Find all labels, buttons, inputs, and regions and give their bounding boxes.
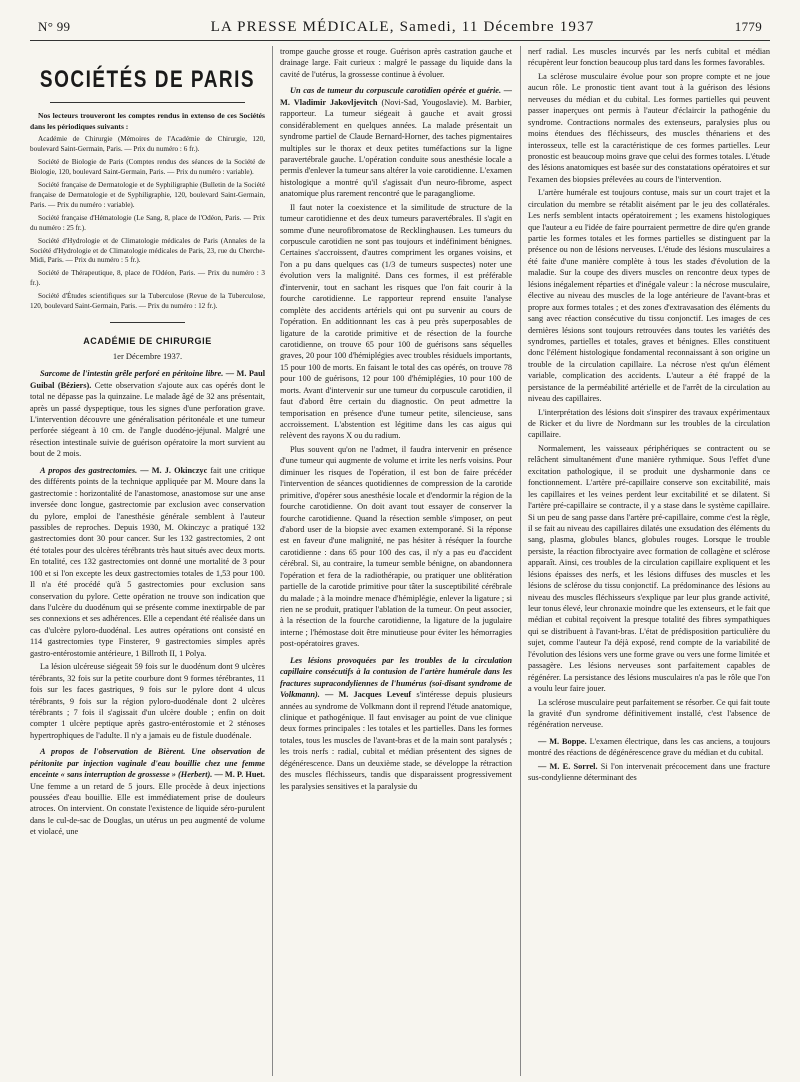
column-2 [280, 46, 512, 1076]
article-paragraph: La sclérose musculaire peut parfaitement se résorber. Ce qui fait toute la gravité d'un syndrome définitivement installé, c'est l'absence de régénération nerveuse. [528, 697, 770, 730]
article-author: — M. E. Sorrel. [538, 761, 598, 771]
article-paragraph: L'interprétation des lésions doit s'inspirer des travaux expérimentaux de Ricker et du livre de Nordmann sur les troubles de la circulation capillaire. [528, 407, 770, 440]
article-title: Un cas de tumeur du corpuscule carotidien opérée et guérie. [290, 86, 502, 96]
society-entry: Société de Biologie de Paris (Comptes rendus des séances de la Société de Biologie, 120, boulevard Saint-Germain, Paris. — Prix du numéro : variable). [30, 158, 265, 176]
article [528, 736, 770, 759]
article-author: — M. Vladimir Jakovljevitch [280, 86, 512, 107]
column-3 [528, 46, 770, 1076]
page-header [38, 16, 762, 38]
article [280, 655, 512, 792]
society-entry: Société d'Hydrologie et de Climatologie médicales de Paris (Annales de la Société d'Hydrologie et de Climatologie médicales de Paris, 23, rue du Cherche-Midi, Paris. — Prix du numéro : 5 fr.). [30, 236, 265, 265]
article-text: Une femme a un retard de 5 jours. Elle procède à deux injections poussées d'eau bouillie. Elle est immédiatement prise de douleurs atroces. On intervient. On constate l'existence de liquide séro-purulent dans le cul-de-sac de Douglas, un utérus un peu augmenté de volume et violacé, une [30, 781, 265, 837]
divider [50, 102, 245, 103]
article-author: — M. Jacques Leveuf [319, 690, 412, 700]
society-entry: Société française de Dermatologie et de Syphiligraphie (Bulletin de la Société française de Dermatologie et de Syphiligraphie, 120, boulevard Saint-Germain, Paris. — Prix du numéro : variable). [30, 180, 265, 209]
article-title: Les lésions provoquées par les troubles de la circulation capillaire consécutifs à la contusion de l'artère humérale dans les fractures supracondyliennes de l'humérus (soi-disant syndrome de Volkmann). [280, 655, 512, 700]
article-text: Cette observation s'ajoute aux cas opérés dont le total ne dépasse pas la quinzaine. Le malade âgé de 32 ans présentait, après un passé dyspeptique, tous les signes d'une perforation grave. L'intervention découvre une généralisation péritonéale et une tumeur perforée siégeant à 10 cm. de l'angle duodéno-jéjunal. Malgré une résection intestinale suivie de guérison opératoire la mort survient au bout de 2 mois. [30, 380, 265, 459]
article-paragraph: Normalement, les vaisseaux périphériques se contractent ou se relâchent simultanément d'une manière rythmique. Sous l'effet d'une excitation pathologique, il se produit une dysharmonie dans ce fonctionnement. L'artère pré-capillaire conserve son excitabilité, mais les capillaires et les veines perdent leur excitabilité et se dilatent. Si l'artère pré-capillaire se contracte, il y a stase dans le système capillaire. Si un peu de sang passe dans l'artère pré-capillaire, comme c'est la règle, il se fait au niveau des capillaires dilatés une exsudation des éléments du sang, plasma, globules blancs, globules rouges. Lorsque le trouble persiste, la réaction fibroctyaire avec formation de collagène et sclérose apparaît. Ainsi, ces troubles de la circulation capillaire expliquent et les lésions épaisses des nerfs, et les lésions diffuses des muscles et les lésions de sclérose du tissu conjonctif. La prédominance des lésions au niveau des muscles fléchisseurs s'explique par leur plus grande activité, leur tonus élevé, leur chronaxie moindre que les extenseurs, et le fait que médian et cubital reçoivent la presque totalité des fibres sympathiques qui se distribuent à l'avant-bras. L'état de prédisposition particulière du sujet, comme l'auteur l'a déjà exposé, rend compte de la variabilité de l'évolution des lésions vers une forme grave ou vers une forme limitée et passagère. Les lésions nerveuses sont parfaitement capables de régénérer. La persistance des lésions musculaires n'a pas le rôle que l'on a voulu leur faire jouer. [528, 443, 770, 694]
article-author: — M. P. Huet. [212, 770, 265, 780]
article-title: A propos des gastrectomies. [40, 465, 138, 475]
article-paragraph: Il faut noter la coexistence et la similitude de structure de la tumeur carotidienne et des deux tumeurs paravertébrales. Il s'agit en somme d'une neurofibromatose de Recklinghausen. Les tumeurs du corpuscule carotidien ne sont pas toujours et indéfiniment bénignes. Certaines s'accroissent, d'autres compriment les organes voisins, et l'on a pu dans quelques cas (1/3 de tumeurs suspectes) noter une évolution vers la malignité. Dans ces formes, il est préférable d'intervenir, tout en sachant les risques que l'on fait courir à la fourche carotidienne. Le rapporteur reprend ensuite l'analyse complète des accidents artériels qui ont pu survenir au cours de l'opération. En additionnant les cas à peu près superposables de ligature de la carotide primitive et de résection de la fourche carotidienne, on trouve 65 pour 100 de guérisons sans séquelles graves, 20 pour 100 d'hémiplégies avec troubles résiduels importants, 15 pour 100 de morts. En faisant le total des cas opérés, on trouve 78 pour 100 de guérisons, 12 pour 100 d'hémiplégies, 10 pour 100 de morts. Avant d'intervenir sur une tumeur du corpuscule carotidien, il faut d'abord être certain du diagnostic. On peut admettre la temporisation en présence d'une tumeur petite, silencieuse, sans accroissement. L'abstention est légitime dans les cas aigus qui relèvent des rayons X ou du radium. [280, 202, 512, 441]
column-rule [272, 46, 273, 1076]
article-text: s'intéresse depuis plusieurs années au syndrome de Volkmann dont il reprend l'étude anatomique, clinique et pathogénique. Il faut envisager au point de vue clinique deux formes principales : les totales et les partielles. Dans les formes totales, tous les muscles de l'avant-bras et de la main sont paralysés ; les trois nerfs : radial, cubital et médian présentent des signes de dégénérescence. Dans un deuxième stade, se développe la rétraction des muscles fléchisseurs, tandis que disparaissent progressivement les paralysies sensitives et la paralysie du [280, 690, 512, 791]
article-paragraph: L'artère humérale est toujours contuse, mais sur un court trajet et la circulation du membre se rétablit aisément par le jeu des collatérales. Les nerfs semblent intacts opératoirement ; les examens histologiques que l'auteur a eu l'idée de faire pourraient permettre de dire qu'en grande partie les formes totales et les formes partielles se distinguent par la présence ou non de lésions nerveuses. L'étude des lésions musculaires a été faite d'une manière complète à tous les stades d'évolution de la maladie. Sur la coupe des divers muscles on rencontre deux types de lésions inégalement réparties et d'inégale valeur : la nécrose musculaire, élective au niveau des muscles de la loge antérieure de l'avant-bras et propre aux formes totales ; et des zones d'extravasation des éléments du sang avec réaction consécutive du tissu conjonctif. Les images de ces dernières lésions sont toujours retrouvées dans toutes les variétés des syndromes, partielles et totales, graves et bénignes. Elles constituent donc l'élément histologique fondamental reconnaissant à son origine un trouble de la circulation capillaire. La nécrose n'est qu'un élément variable, complication des accidents. L'auteur a été frappé de la persistance de la perméabilité artérielle et de l'arrêt de la circulation au niveau des capillaires. [528, 188, 770, 404]
article-title: Sarcome de l'intestin grêle perforé en péritoine libre. [40, 369, 224, 379]
journal-title: LA PRESSE MÉDICALE, Samedi, 11 Décembre 1937 [210, 18, 595, 35]
issue-number: N° 99 [38, 19, 71, 34]
session-date: 1er Décembre 1937. [112, 350, 183, 361]
column-1 [30, 46, 265, 1076]
society-entry: Académie de Chirurgie (Mémoires de l'Académie de Chirurgie, 120, boulevard Saint-Germain, Paris. — Prix du numéro : 6 fr.). [30, 135, 265, 154]
article-paragraph: La lésion ulcéreuse siégeait 59 fois sur le duodénum dont 9 ulcères térébrants, 32 fois sur la petite courbure dont 9 formes térébrantes, 11 fois sur les faces gastriques, 9 fois sur le pylore dont 4 ulcus térébrants, 9 fois sur la région pyloro-duodénale dont 2 ulcères térébrants ; 7 fois il s'agissait d'un ulcère double ; enfin on doit compter 1 ulcère peptique après gastro-entérostomie et 2 sténoses hypertrophiques de l'adulte. Il n'y a jamais eu de fistule duodénale. [30, 662, 265, 740]
article [30, 465, 265, 659]
academy-heading: ACADÉMIE DE CHIRURGIE [83, 336, 212, 347]
article-author: — M. J. Okinczyc [137, 465, 208, 475]
article-author: — M. Boppe. [538, 736, 587, 746]
society-entry: Société d'Études scientifiques sur la Tuberculose (Revue de la Tuberculose, 120, boulevard Saint-Germain, Paris. — Prix du numéro : 12 fr.). [30, 292, 265, 311]
header-rule [30, 40, 770, 41]
page-number: 1779 [734, 19, 762, 34]
article [30, 746, 265, 838]
article-paragraph: Plus souvent qu'on ne l'admet, il faudra intervenir en présence d'une tumeur qui augmente de volume et irrite les nerfs voisins. Pour diminuer les risques de l'opération, il est bon de faire précéder l'intervention de séances quotidiennes de compression de la carotide primitive, d'opérer sous anesthésie locale et d'endormir la région de la fourche carotidienne. On doit avant tout essayer de conserver la fourche carotidienne. Quand la résection semble s'imposer, on peut d'abord user de la biopsie avec examen extemporané. Si la réponse est en faveur d'une malignité, ne pas hésiter à réséquer la fourche carotidienne : dans 65 pour 100 des cas, il n'y a pas eu d'accident cérébral. Si, au contraire, la tumeur semble bénigne, on abandonnera l'opération et fera de la radiothérapie, ou pratiquer une oblitération partielle de la carotide primitive pour tâter la susceptibilité cérébrale du malade ; à la moindre menace d'hémiplégie, enlever la ligature ; si rien ne se produit, pratiquer l'ablation de la tumeur. On peut associer, à la résection de la fourche carotidienne, la ligature de la jugulaire interne ; l'hémostase doit être minutieuse pour éviter les hémorragies post-opératoires graves. [280, 444, 512, 649]
article-text: fait une critique des différents points de la technique appliquée par M. Moure dans la gastrectomie : horizontalité de l'anastomose, anastomose sur une anse inversée donc longue, gastrectomie par exclusion avec conservation du pylore, emploi de l'anesthésie générale semblent à l'auteur passibles de reproches. Depuis 1930, M. Okinczyc a pratiqué 132 gastrectomies dont 30 pour cancer. Sur les 132 gastrectomies, 2 ont été totales pour des ulcères térébrants très haut situés avec deux morts. En totalité, ces 132 gastrectomies ont donné une mortalité de 3 pour 100 et si l'on excepte les deux gastrectomies totales de 1,53 pour 100. Il n'a été procédé qu'à 5 gastrectomies pour exclusion sans conservation du pylore. Cette opération ne trouve son indication que dans l'ulcère du duodénum qui se présente comme inextirpable de par ses connexions et ses adhérences. Elle a cependant été réalisée dans un cas d'ulcère pyloro-duodénal. Les autres opérations ont consisté en 114 gastrectomies type Finsterer, 9 gastrectomies simples après gastro-entérostomie antérieure, 1 Billroth II, 1 Polya. [30, 465, 265, 658]
article-title: A propos de l'observation de Bièrent. Une observation de péritonite par injection vaginale d'eau bouillie chez une femme enceinte « sans interruption de grossesse » (Herbert). [30, 747, 265, 780]
article [280, 85, 512, 199]
society-entry: Société française d'Hématologie (Le Sang, 8, place de l'Odéon, Paris. — Prix du numéro : 25 fr.). [30, 213, 265, 232]
divider [110, 322, 185, 323]
column-rule [520, 46, 521, 1076]
continued-text: nerf radial. Les muscles incurvés par les nerfs cubital et médian récupèrent leur fonction beaucoup plus tard dans les formes favorables. [528, 47, 770, 68]
article-paragraph: La sclérose musculaire évolue pour son propre compte et ne joue aucun rôle. Le pronostic tient avant tout à la guérison des lésions nerveuses du médian et du cubital. Les formes partielles qui peuvent passer inaperçues ont permis à l'auteur d'éclaircir la pathogénie du syndrome. Contractions normales des extenseurs, paralysies plus ou moins étendues des fléchisseurs, des muscles thénariens et des interosseux, telle est la caractéristique de ces formes partielles. Leur pronostic est beaucoup moins grave que celui des formes totales. L'étude des lésions anatomiques est basée sur des constatations opératoires et sur l'examen des biopsies prélevées au cours de l'intervention. [528, 71, 770, 184]
section-title: SOCIÉTÉS DE PARIS [39, 67, 256, 94]
article [30, 368, 265, 460]
society-entry: Société de Thérapeutique, 8, place de l'Odéon, Paris. — Prix du numéro : 3 fr.). [30, 269, 265, 288]
continued-text: trompe gauche grosse et rouge. Guérison après castration gauche et drainage large. Fait curieux : malgré le passage du liquide dans la cavité de l'utérus, la grossesse continue à évoluer. [280, 47, 512, 79]
intro-text: Nos lecteurs trouveront les comptes rendus in extenso de ces Sociétés dans les périodiques suivants : [30, 111, 265, 131]
article-text: (Novi-Sad, Yougoslavie). M. Barbier, rapporteur. La tumeur siégeait à gauche et avait grossi considérablement en quelques années. La malade présentait un syndrome partiel de Claude Bernard-Horner, des taches pigmentaires multiples sur le thorax et deux petites tuméfactions sur la ligne paravertébrale gauche. L'opération conduite sous anesthésie locale a permis d'enlever la tumeur sans altérer la voie carotidienne. L'examen histologique a montré qu'il s'agissait d'un neuro-fibrome, aspect anatomique plus rarement rencontré que le paragangliome. [280, 97, 512, 199]
article-author: — M. Paul Guibal (Béziers). [30, 369, 265, 390]
article-text: L'examen électrique, dans les cas anciens, a toujours montré des réactions de dégénérescence grave du médian et du cubital. [528, 736, 770, 758]
article [528, 761, 770, 784]
article-text: Si l'on intervenait précocement dans une fracture sus-condylienne déterminant des [528, 761, 770, 783]
